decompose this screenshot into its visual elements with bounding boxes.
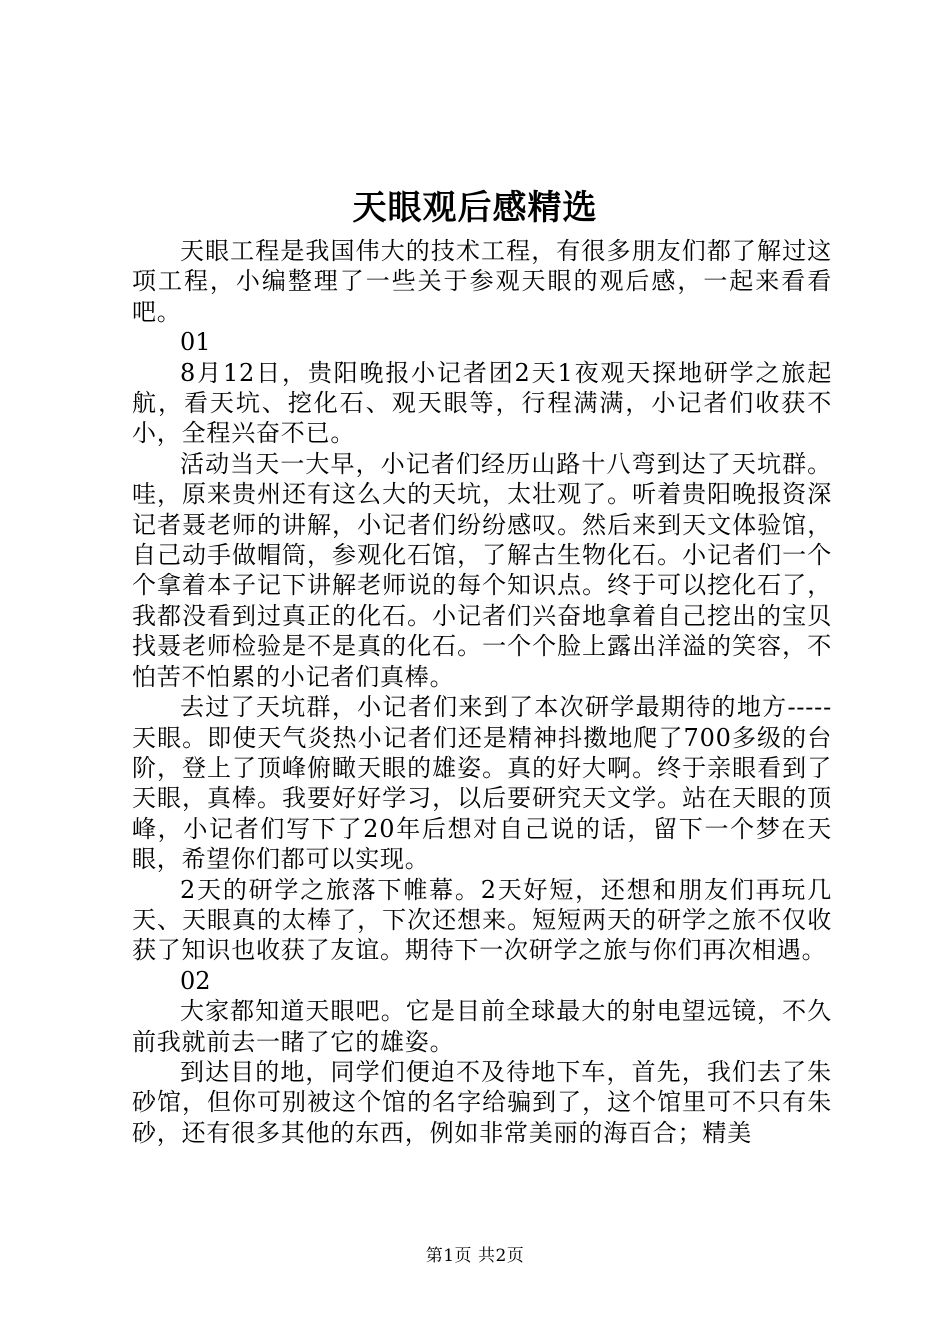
- paragraph: 大家都知道天眼吧。它是目前全球最大的射电望远镜，不久前我就前去一睹了它的雄姿。: [132, 997, 832, 1056]
- paragraph: 活动当天一大早，小记者们经历山路十八弯到达了天坑群。哇，原来贵州还有这么大的天坑，太壮观了。听着贵阳晚报资深记者聂老师的讲解，小记者们纷纷感叹。然后来到天文体验馆，自己动手做帽筒，参观化石馆，了解古生物化石。小记者们一个个拿着本子记下讲解老师说的每个知识点。终于可以挖化石了，我都没看到过真正的化石。小记者们兴奋地拿着自己挖出的宝贝找聂老师检验是不是真的化石。一个个脸上露出洋溢的笑容，不怕苦不怕累的小记者们真棒。: [132, 449, 832, 691]
- paragraph: 去过了天坑群，小记者们来到了本次研学最期待的地方-----天眼。即使天气炎热小记者们还是精神抖擞地爬了700多级的台阶，登上了顶峰俯瞰天眼的雄姿。真的好大啊。终于亲眼看到了天眼，真棒。我要好好学习，以后要研究天文学。站在天眼的顶峰，小记者们写下了20年后想对自己说的话，留下一个梦在天眼，希望你们都可以实现。: [132, 693, 832, 874]
- paragraph: 到达目的地，同学们便迫不及待地下车，首先，我们去了朱砂馆，但你可别被这个馆的名字给骗到了，这个馆里可不只有朱砂，还有很多其他的东西，例如非常美丽的海百合；精美: [132, 1057, 832, 1147]
- section-number: 01: [180, 328, 211, 357]
- document-body: [132, 236, 832, 1148]
- paragraph: 天眼工程是我国伟大的技术工程，有很多朋友们都了解过这项工程，小编整理了一些关于参观天眼的观后感，一起来看看吧。: [132, 237, 832, 326]
- paragraph: 8月12日，贵阳晚报小记者团2天1夜观天探地研学之旅起航，看天坑、挖化石、观天眼等，行程满满，小记者们收获不小，全程兴奋不已。: [132, 358, 832, 448]
- page-footer: 第1页 共2页: [425, 1246, 525, 1266]
- paragraph: 2天的研学之旅落下帷幕。2天好短，还想和朋友们再玩几天、天眼真的太棒了，下次还想来。短短两天的研学之旅不仅收获了知识也收获了友谊。期待下一次研学之旅与你们再次相遇。: [132, 875, 832, 965]
- section-number: 02: [180, 966, 211, 995]
- document-title: 天眼观后感精选: [352, 188, 598, 228]
